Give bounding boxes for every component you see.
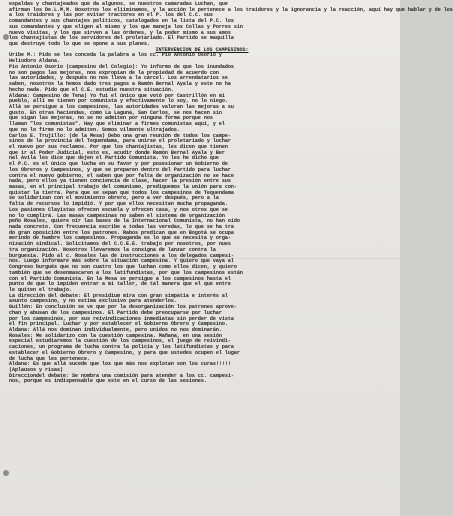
text-line: peño Rosales, quiere oír las bases de la Internacional Comunista, no han oído (9, 218, 240, 225)
punch-hole-bottom (3, 470, 9, 476)
text-line: Aldana: Allá nos dominan individualmente, pero unidos no nos dominarán. (9, 326, 222, 333)
text-line: llaman "los comunistas". Hay que eliminar a firmes comunistas aquí, y el (9, 121, 225, 128)
text-line: asunto campesino, y no estima exclusivo para atenderlos. (9, 298, 177, 305)
text-line: no son pagos las mejoras, nos expropian de la propiedad de acuerdo con (9, 69, 219, 76)
text-line: que sigan las mejoras, no se no admiten por ninguna forma porque nos (9, 115, 213, 122)
text-line: Rosales: Me solidarizo con la cuestión campesina. Mañana, en una sesión (9, 332, 222, 339)
text-line: Carlos E. Trujillo: (de la Mesa) Debo una gran reunión de todos los campe- (9, 132, 231, 139)
text-line: sinos de la provincia del Tequendama, para unirse el proletariado y luchar (9, 138, 231, 145)
text-line: especial estudiaremos la cuestión de los campesinos, el juego de reivindi- (9, 338, 231, 345)
text-line: le quiten el trabajo. (9, 286, 72, 293)
text-line: tra organización. Nosotros llevaremos la consigna de lanzar contra la (9, 246, 216, 253)
text-line: también que se desenmascaren a los latifundistas, por que los campesinos están (9, 269, 243, 276)
text-line: Los pasiones Clayistas ofrecen escuela y ofrecen casa, y nos otros que se (9, 206, 228, 213)
text-line: Pio Antonio Osorio (campesino del Colegio): Yo informo de que los inundados (9, 63, 234, 70)
typewritten-text (9, 1, 453, 385)
text-line: Direcciondel debate: Se nombra una comisión para atender a los cc. campesi- (9, 372, 234, 379)
text-line: burguesía. Pido al c. Rosales las de instrucciones a los delegados campesi- (9, 252, 234, 259)
text-line: caciones, un programa de lucha contra la policía y los latifundistas y para (9, 344, 234, 351)
text-line: se solidarizan con el movimiento obrero, pero a ver después, pero a la (9, 195, 219, 202)
text-line: afirman los De.L.M.M. Nosotros los eliiminamos, y la acción le pertenece a los traidores y la ignorancia y la reacción, aquí hay que hablar y de los (9, 6, 453, 13)
text-line: nuevo visitas, y los que sirven a las órdenes, y la poder mismo a sus amos (9, 29, 231, 36)
text-line: sus comandantes y que eligen al mismo y los que maneja los Collas y Porres sin (9, 23, 243, 30)
text-line: quistar la tierra. Para que se sepan que todos los campesinos de Tequendama (9, 189, 234, 196)
text-line: los chantajistas de los servidores del proletariado. El Partido se maquilla (9, 35, 234, 42)
text-line: de lucha que les pertenece. (9, 355, 90, 362)
text-line: (Aplausos y risas) (9, 367, 63, 373)
text-line: establecer el Gobierno Obrero y Campesino, y para que ustedes ocupen el lugar (9, 349, 240, 356)
text-line: por los campesinos, por sus reivindicaciones inmediatas sin perder de vista (9, 315, 234, 322)
text-line: pueblo, allí me tienen por comunista y efectivamente lo soy, no lo niego. (9, 98, 228, 105)
text-line: el P.C. es el único que lucha en su favor y por posesionar un Gobierno de (9, 161, 228, 168)
text-line: Aldana: Campesino de Tena) Yo fui el único que votó por Castrillón en mi (9, 92, 225, 99)
text-line: masas, en el principal trabajo del comunismo, prediquemos la unión para con- (9, 184, 237, 190)
text-line: que ir al Poder Judicial, esto es, acudir donde Ramón Bernal Ayala y Ber (9, 149, 225, 156)
text-line: do gran oposición entre los patrones. Rabos predican que en Bogotá se ocupa (9, 229, 234, 236)
text-line: los Obreros y Campesinos, y que se preparen dentro del Partido para luchar (9, 166, 231, 173)
text-line: falta de recursos lo impidió. Y por que ellos necesitan mucha propaganda. (9, 201, 228, 208)
text-line: Heliodoro Aldana. (9, 58, 60, 65)
text-line: las autoridades, y después no nos lleva a la cárcel. Los arrendatarios se (9, 75, 228, 82)
text-line: saben, nosotros la hemos dado tres pagos a Ramón Bernal Ayala y este no ha (9, 81, 231, 88)
text-line: que no lo firme no lo admiten. Somos vilmente ultrajados. (9, 126, 180, 133)
text-line: no lo cumplirá. Las masas campesinas no saben el sistema de organización (9, 212, 225, 219)
text-line: nada concreto. Con frecuencia escribe a todas las veredas, lo que se ha tra (9, 224, 234, 231)
text-line: nos, porque es indispensable que este en el curso de las sesiones. (9, 378, 207, 385)
text-line: Aldana: Es que allá sucede que los que más nos explotan son los curas!!!!! (9, 361, 231, 368)
text-line: punto de que lo impiden entrar a mi taller, de tal manera que el que entre (9, 281, 231, 288)
text-line: comandantes y sus chantajes políticos, catalogados en la lista del P.C. los (9, 18, 234, 25)
text-line: el nuevo por sus reclamos. Por que los chantajistas, les dicen que tienen (9, 143, 228, 150)
text-line: espaldas y chantajeados que da algunos, se nuestros camaradas Luchan, que (9, 1, 228, 7)
text-line: con el Partido Comunista. En la Mesa se persigue a los campesinos hasta el (9, 275, 231, 282)
text-line: que destruye todo lo que se opone a sus planes. (9, 41, 150, 48)
text-line: nal Avila les dice que dejen el Partido Comunista. Yo les he dicho que (9, 155, 219, 162)
text-line: nos. Luego informare más sobre la situación campesina. Y quiero que vaya al (9, 258, 234, 265)
text-line: La dirección del debate: El presidium mira con gran simpatía e interés al (9, 292, 228, 299)
text-line: hecho nada. Pido que el C.E. estudie nuestra situación. (9, 86, 174, 93)
text-line: nización sindical. Solicitamos del C.C.E.E. trabajo por nosotros, por nues (9, 241, 231, 248)
text-line: a los traidores y las por evitar tractores en el P. los del C.C. sus (9, 12, 213, 19)
text-line: Allá se persigue a los campesinos, las autoridades valoran las mejoras a su (9, 103, 234, 110)
text-line: el fin principal. Luchar y por establecer el Gobierno Obrero y Campesino. (9, 321, 228, 328)
text-line: gusto. En otras haciendas, como La Laguna, San Carlos, se nos hacen sin (9, 109, 222, 116)
text-line: Uribe M.: Pido se les conceda la palabra a los cc. Pio Antonio Osorio y (9, 52, 222, 59)
text-line: Guillén: En conclusión se ve que por la desorganización los patrones aprove- (9, 304, 237, 311)
text-line: Congreso burgués que no son cuatro los que luchan como ellos dicen, y quiero (9, 264, 237, 271)
section-heading: INTERVENCION DE LOS CAMPESINOS: (155, 46, 249, 53)
text-line: chan y abusan de los campesinos. El Partido debe preocuparse por luchar (9, 309, 222, 316)
text-line: contra el nuevo gobierno, el saben que por falta de organización no se hace (9, 172, 234, 179)
text-line: nada, pero ellos ya tienen conciencia de clase, hacer la presión entre sus (9, 178, 231, 185)
text-line: merindo de hambre los campesinos. Propaganda es lo que se necesita y orga- (9, 235, 231, 242)
